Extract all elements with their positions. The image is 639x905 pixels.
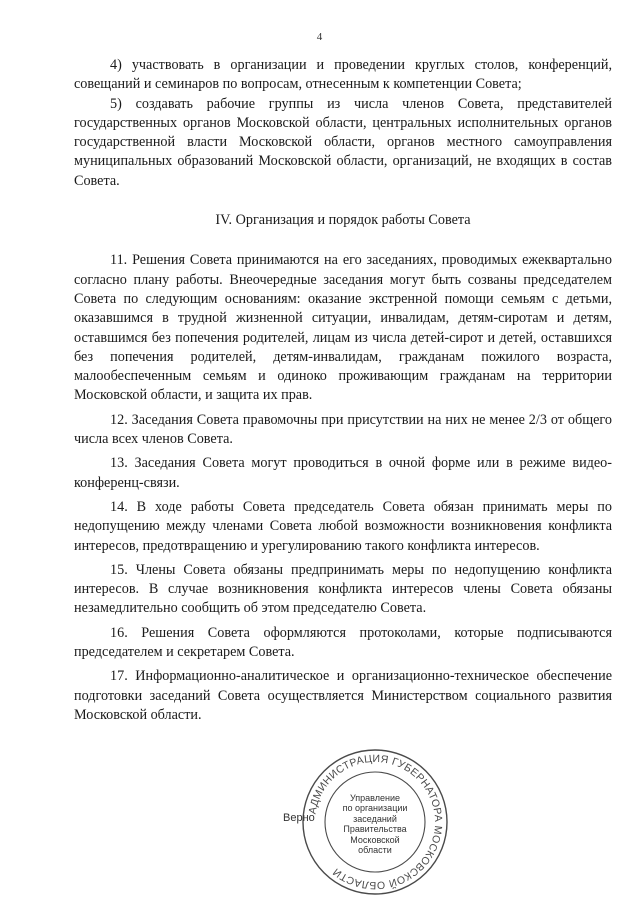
section-heading: IV. Организация и порядок работы Совета bbox=[215, 212, 471, 229]
document-body bbox=[74, 56, 612, 725]
clause-11: 11. Решения Совета принимаются на его заседаниях, проводимых ежеквартально согласно плану работы. Внеочередные заседания могут быть созваны председателем Совета по следующим основаниям: оказание экстренной помощи семьям с детьми, оказавшимся в трудной жизненной ситуации, инвалидам, детям-сиротам и детям, оставшимся без попечения родителей, лицам из числа детей-сирот и детей, оставшихся без попечения родителей, детям-инвалидам, гражданам пожилого возраста, малообеспеченным семьям и одиноко проживающим гражданам на территории Московской области, и защита их прав. bbox=[74, 252, 612, 404]
stamp-line: Московской bbox=[350, 834, 400, 845]
stamp-ring-text: АДМИНИСТРАЦИЯ ГУБЕРНАТОРА МОСКОВСКОЙ ОБЛАСТИ bbox=[306, 752, 445, 892]
clause-13: 13. Заседания Совета могут проводиться в очной форме или в режиме видео-конференц-связи. bbox=[74, 455, 612, 491]
clause-14: 14. В ходе работы Совета председатель Совета обязан принимать меры по недопущению между членами Совета любой возможности возникновения конфликта интересов, предотвращению и урегулированию такого конфликта интересов. bbox=[74, 498, 612, 554]
stamp-line: по организации bbox=[342, 803, 408, 814]
clause-16: 16. Решения Совета оформляются протоколами, которые подписываются председателем и секретарем Совета. bbox=[74, 624, 612, 661]
stamp-inner-text bbox=[337, 793, 413, 855]
list-item-4: 4) участвовать в организации и проведении круглых столов, конференций, совещаний и семинаров по вопросам, отнесенным к компетенции Совета; bbox=[74, 57, 612, 93]
stamp-line: Управление bbox=[349, 793, 401, 803]
stamp-line: заседаний bbox=[353, 813, 397, 824]
stamp-line: области bbox=[358, 845, 392, 856]
clause-12: 12. Заседания Совета правомочны при присутствии на них не менее 2/3 от общего числа всех членов Совета. bbox=[74, 411, 612, 448]
stamp-line: Правительства bbox=[343, 824, 407, 835]
list-item-5: 5) создавать рабочие группы из числа членов Совета, представителей государственных органов Московской области, центральных исполнительных органов государственной власти Московской области, органов местного самоуправления муниципальных образований Московской области, организаций, не входящих в состав Совета. bbox=[74, 95, 612, 189]
verno-mark: Верно bbox=[283, 812, 315, 824]
page-number: 4 bbox=[316, 31, 323, 43]
clause-17: 17. Информационно-аналитическое и организационно-техническое обеспечение подготовки заседаний Совета осуществляется Министерством социального развития Московской области. bbox=[74, 668, 612, 723]
clause-15: 15. Члены Совета обязаны предпринимать меры по недопущению конфликта интересов. В случае возникновения конфликта интересов члены Совета обязаны незамедлительно сообщить об этом председателю Совета. bbox=[74, 561, 612, 617]
